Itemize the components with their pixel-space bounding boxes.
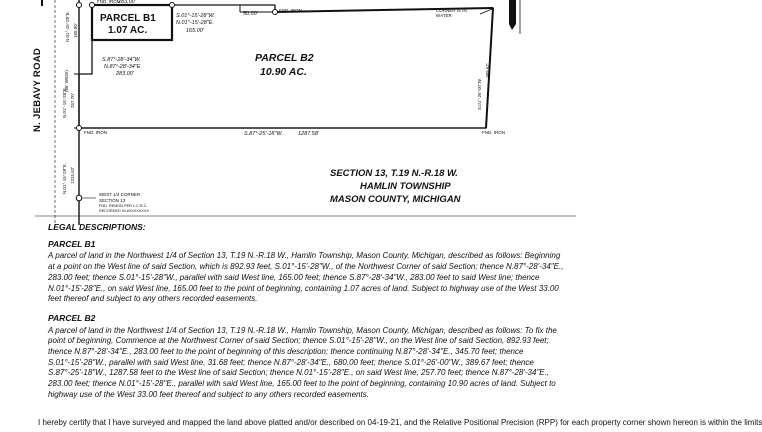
parcel-b1-area: 1.07 AC. bbox=[108, 25, 148, 36]
monument-nw-b1 bbox=[90, 3, 95, 8]
legal-descriptions bbox=[48, 222, 568, 407]
b1-dist-east: 165.00' bbox=[186, 28, 204, 34]
monument-ne-b1 bbox=[170, 3, 175, 8]
fnd-iron-2: FND. IRON bbox=[279, 8, 302, 13]
north-arrow-fragment bbox=[509, 0, 516, 30]
corner-in-water: CORNER IS IN WATER bbox=[436, 8, 467, 18]
legal-heading: LEGAL DESCRIPTIONS: bbox=[48, 222, 146, 232]
west-bearing-c: N.01°-15'-28"E. bbox=[62, 162, 67, 194]
monument-west-quarter bbox=[76, 195, 82, 201]
south-bearing: S.87°-25'-18"W. bbox=[244, 131, 283, 137]
b1-bearing-south-2: N.87°-28'-34"E. bbox=[104, 64, 142, 70]
west-dist-c: 1315.62' bbox=[70, 166, 75, 184]
east-bearing: S.01°-26'-00"W. bbox=[477, 78, 482, 110]
section-title-line1: SECTION 13, T.19 N.-R.18 W. bbox=[330, 168, 458, 179]
water-arrow bbox=[480, 9, 492, 14]
east-dist: 389.67' bbox=[485, 63, 490, 78]
parcel-b1-name: PARCEL B1 bbox=[100, 13, 156, 24]
west-bearing-b: N.01°-15'-28"E. bbox=[62, 86, 67, 118]
west-corner-line1: WEST 1/4 CORNER bbox=[99, 192, 141, 197]
monument-nw-road bbox=[77, 3, 82, 8]
west-bearing-a: N.01°-15'-28"E. bbox=[65, 10, 70, 42]
west-corner-line4: RECORDED IN #XXXXXXXX bbox=[99, 209, 150, 213]
west-corner-line2: SECTION 13 bbox=[99, 198, 126, 203]
west-dist-b: 257.70' bbox=[70, 93, 75, 108]
certification-text: I hereby certify that I have surveyed and mapped the land above platted and/or described on 04-19-21, and the Relative Positional Precision (RPP) for each property corner shown hereon is within the limits bbox=[38, 418, 762, 427]
b1-bearing-east-2: N.01°-15'-28"E. bbox=[176, 20, 214, 26]
section-title-line3: MASON COUNTY, MICHIGAN bbox=[330, 194, 461, 205]
b1-dist-north: 283.00' bbox=[118, 0, 136, 5]
monument-jog bbox=[273, 10, 278, 15]
road-name: N. JEBAVY ROAD bbox=[32, 47, 43, 132]
section-title-line2: HAMLIN TOWNSHIP bbox=[360, 181, 451, 192]
road-width: (66' WIDE) bbox=[64, 70, 69, 92]
fnd-iron-3: FND. IRON bbox=[84, 130, 107, 135]
distance-50: 50.00' bbox=[243, 11, 258, 17]
parcel-b2-name: PARCEL B2 bbox=[255, 52, 314, 64]
fnd-iron-4: FND. IRON bbox=[482, 130, 505, 135]
fnd-iron-1: FND. IRON bbox=[97, 0, 120, 4]
south-dist: 1287.58' bbox=[298, 131, 319, 137]
b1-bearing-south: S.87°-28'-34"W. bbox=[102, 57, 141, 63]
west-corner-line3: FND. REMON PER L.C.R.C. bbox=[99, 204, 148, 208]
west-dist-a: 165.00' bbox=[73, 23, 78, 38]
monument-sw bbox=[77, 126, 82, 131]
parcel-b1-legal-title: PARCEL B1 bbox=[48, 238, 96, 249]
parcel-b2-legal-title: PARCEL B2 bbox=[48, 312, 96, 323]
b1-bearing-east: S.01°-15'-28"W. bbox=[176, 13, 215, 19]
parcel-b2-legal-text: A parcel of land in the Northwest 1/4 of Section 13, T.19 N.-R.18 W., Hamlin Township, Mason County, Michigan, described as follows: To fix the point of beginning, Commence at the Northwest Corner of said Section; thence S.01°-15'-28"W., on the West line of said Section, 892.93 feet; thence N.87°-28'-34"E., 283.00 feet to the point of beginning of this description; thence continuing N.87°-28'-34"E., 345.70 feet; thence S.01°-15'-28"W., parallel with said West line, 31.68 feet; thence N.87°-28'-34"E., 680.00 feet; thence S.01°-26'-00"W., 389.67 feet; thence S.87°-25'-18"W., 1287.58 feet to the West line of said Section; thence N.01°-15'-28"E., on said West line, 257.70 feet; thence N.87°-28'-34"E., 283.00 feet; thence N.01°-15'-28"E., parallel with said West line, 165.00 feet to the point of beginning, containing 10.90 acres of land. Subject to highway use of the West 33.00 feet thereof and subject to any others recorded easements. bbox=[48, 325, 557, 399]
b1-dist-south: 283.00' bbox=[116, 71, 134, 77]
parcel-b1-legal-text: A parcel of land in the Northwest 1/4 of Section 13, T.19 N.-R.18 W., Hamlin Township, Mason County, Michigan, described as follows: Beginning at a point on the West line of said Section, which is 892.93 feet, S.01°-15'-28"W., of the Northwest Corner of said Section; thence N.87°-28'-34"E., 283.00 feet; thence S.01°-15'-28"W., parallel with said West line, 165.00 feet; thence S.87°-28'-34"W., 283.00 feet to said West line; thence N.01°-15'-28"E., on said West line, 165.00 feet to the point of beginning, containing 1.07 acres of land. Subject to highway use of the West 33.00 feet thereof and subject to any others recorded easements. bbox=[48, 251, 564, 304]
parcel-b2-area: 10.90 AC. bbox=[260, 66, 307, 78]
